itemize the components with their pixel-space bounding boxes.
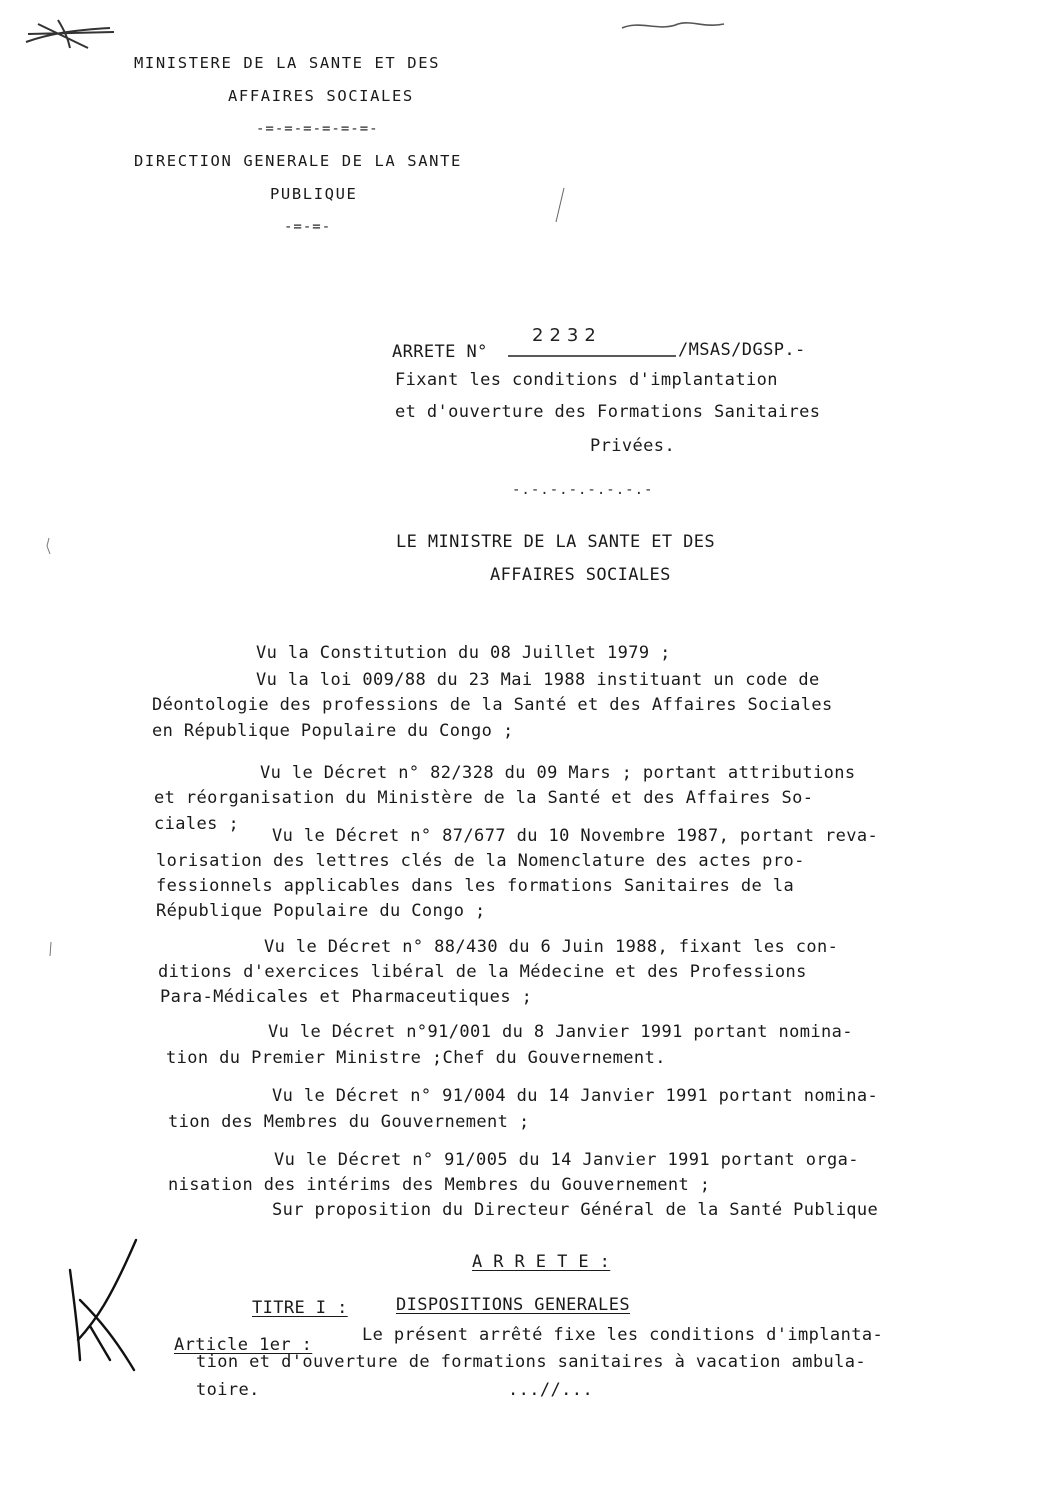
margin-speck (44, 536, 54, 556)
body-line: Vu le Décret n° 91/004 du 14 Janvier 1991 portant nomina- (272, 1086, 879, 1106)
handwritten-checkmark (60, 1230, 160, 1390)
number-blank-line (508, 354, 678, 358)
margin-speck (552, 186, 568, 226)
body-line: et réorganisation du Ministère de la Santé et des Affaires So- (154, 788, 814, 808)
ministry-line-1: MINISTERE DE LA SANTE ET DES (134, 54, 441, 72)
body-line: nisation des intérims des Membres du Gouvernement ; (168, 1175, 711, 1195)
body-line: ditions d'exercices libéral de la Médecine et des Professions (158, 962, 807, 982)
body-line: Vu le Décret n° 82/328 du 09 Mars ; portant attributions (260, 763, 856, 783)
article-1-line-3: toire. (196, 1380, 260, 1400)
arrete-subject-line-1: Fixant les conditions d'implantation (395, 370, 778, 390)
article-1-line-2: tion et d'ouverture de formations sanitaires à vacation ambula- (196, 1352, 866, 1372)
body-line: en République Populaire du Congo ; (152, 721, 514, 741)
arrete-number: 2232 (532, 325, 602, 346)
arrete-separator: -.-.-.-.-.-.-.- (512, 482, 654, 498)
body-line: Para-Médicales et Pharmaceutiques ; (160, 987, 533, 1007)
continuation-marker: ...//... (508, 1380, 594, 1400)
top-right-scribble (620, 16, 730, 36)
ministry-line-2: AFFAIRES SOCIALES (228, 87, 414, 105)
body-line: Vu la loi 009/88 du 23 Mai 1988 instituant un code de (256, 670, 820, 690)
body-line: Vu la Constitution du 08 Juillet 1979 ; (256, 643, 671, 663)
header-separator-1: -=-=-=-=-=-=- (256, 121, 379, 137)
header-separator-2: -=-=- (284, 219, 332, 235)
article-1-line-1: Le présent arrêté fixe les conditions d'implanta- (362, 1325, 884, 1345)
body-line: Vu le Décret n° 88/430 du 6 Juin 1988, fixant les con- (264, 937, 839, 957)
body-line: Vu le Décret n°91/001 du 8 Janvier 1991 portant nomina- (268, 1022, 853, 1042)
body-line: tion du Premier Ministre ;Chef du Gouvernement. (166, 1048, 666, 1068)
body-line: Sur proposition du Directeur Général de la Santé Publique (272, 1200, 879, 1220)
direction-line-2: PUBLIQUE (270, 185, 358, 203)
initials-scribble (18, 14, 128, 54)
body-line: fessionnels applicables dans les formations Sanitaires de la (156, 876, 795, 896)
titre-label: TITRE I : (252, 1298, 348, 1318)
article-1-label: Article 1er : (174, 1335, 313, 1355)
arrete-heading: A R R E T E : (472, 1252, 611, 1272)
arrete-subject-line-3: Privées. (590, 436, 676, 456)
body-line: République Populaire du Congo ; (156, 901, 486, 921)
margin-speck (46, 940, 56, 960)
minister-line-2: AFFAIRES SOCIALES (490, 565, 671, 585)
body-line: lorisation des lettres clés de la Nomenclature des actes pro- (156, 851, 805, 871)
minister-line-1: LE MINISTRE DE LA SANTE ET DES (396, 532, 716, 552)
arrete-prefix: ARRETE N° (392, 342, 488, 362)
titre-text: DISPOSITIONS GENERALES (396, 1295, 630, 1315)
body-line: Déontologie des professions de la Santé et des Affaires Sociales (152, 695, 833, 715)
direction-line-1: DIRECTION GENERALE DE LA SANTE (134, 152, 462, 170)
body-line: tion des Membres du Gouvernement ; (168, 1112, 530, 1132)
arrete-subject-line-2: et d'ouverture des Formations Sanitaires (395, 402, 821, 422)
body-line: Vu le Décret n° 91/005 du 14 Janvier 1991 portant orga- (274, 1150, 859, 1170)
body-line: ciales ; (154, 814, 240, 834)
arrete-suffix: /MSAS/DGSP.- (678, 340, 806, 360)
body-line: Vu le Décret n° 87/677 du 10 Novembre 1987, portant reva- (272, 826, 879, 846)
